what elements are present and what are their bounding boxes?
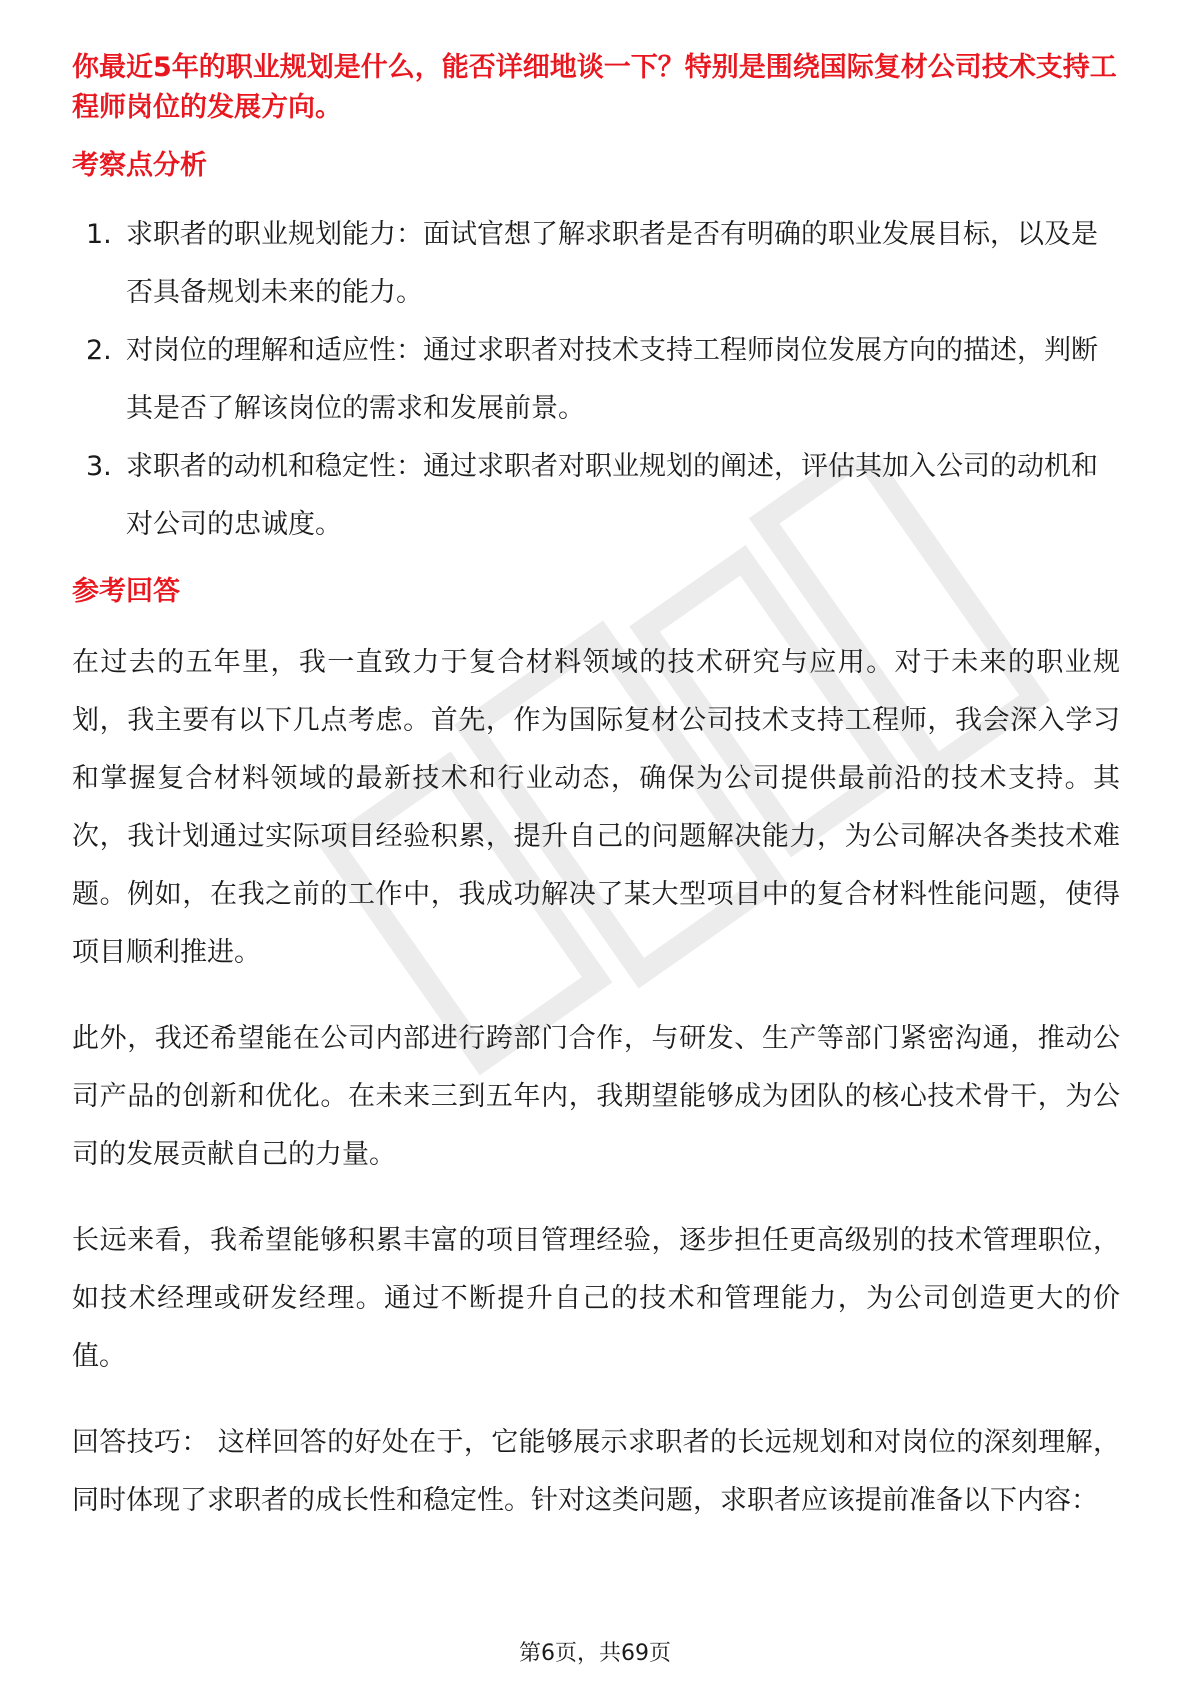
list-number: 2.: [86, 335, 112, 366]
list-text: 对岗位的理解和适应性：通过求职者对技术支持工程师岗位发展方向的描述，判断其是否了解该岗位的需求和发展前景。: [126, 335, 1098, 424]
answer-body: [72, 634, 1120, 1530]
page-number: 第6页，共69页: [519, 1641, 671, 1666]
list-number: 3.: [86, 451, 112, 482]
analysis-heading: 考察点分析: [72, 150, 207, 181]
answer-paragraph: 在过去的五年里，我一直致力于复合材料领域的技术研究与应用。对于未来的职业规划，我主要有以下几点考虑。首先，作为国际复材公司技术支持工程师，我会深入学习和掌握复合材料领域的最新技术和行业动态，确保为公司提供最前沿的技术支持。其次，我计划通过实际项目经验积累，提升自己的问题解决能力，为公司解决各类技术难题。例如，在我之前的工作中，我成功解决了某大型项目中的复合材料性能问题，使得项目顺利推进。: [72, 647, 1120, 968]
document-page: [72, 48, 1120, 1530]
question-title: 你最近5年的职业规划是什么，能否详细地谈一下？特别是围绕国际复材公司技术支持工程师岗位的发展方向。: [72, 52, 1117, 123]
analysis-list: [72, 206, 1120, 554]
answer-paragraph: 此外，我还希望能在公司内部进行跨部门合作，与研发、生产等部门紧密沟通，推动公司产品的创新和优化。在未来三到五年内，我期望能够成为团队的核心技术骨干，为公司的发展贡献自己的力量。: [72, 1023, 1120, 1170]
list-item: [72, 322, 1120, 438]
list-number: 1.: [86, 219, 112, 250]
list-item: [72, 438, 1120, 554]
answer-tips-paragraph: 回答技巧： 这样回答的好处在于，它能够展示求职者的长远规划和对岗位的深刻理解，同时体现了求职者的成长性和稳定性。针对这类问题，求职者应该提前准备以下内容：: [72, 1427, 1120, 1516]
list-text: 求职者的动机和稳定性：通过求职者对职业规划的阐述，评估其加入公司的动机和对公司的忠诚度。: [126, 451, 1098, 540]
list-item: [72, 206, 1120, 322]
answer-heading: 参考回答: [72, 576, 180, 607]
answer-paragraph: 长远来看，我希望能够积累丰富的项目管理经验，逐步担任更高级别的技术管理职位，如技术经理或研发经理。通过不断提升自己的技术和管理能力，为公司创造更大的价值。: [72, 1225, 1120, 1372]
list-text: 求职者的职业规划能力：面试官想了解求职者是否有明确的职业发展目标，以及是否具备规划未来的能力。: [126, 219, 1098, 308]
